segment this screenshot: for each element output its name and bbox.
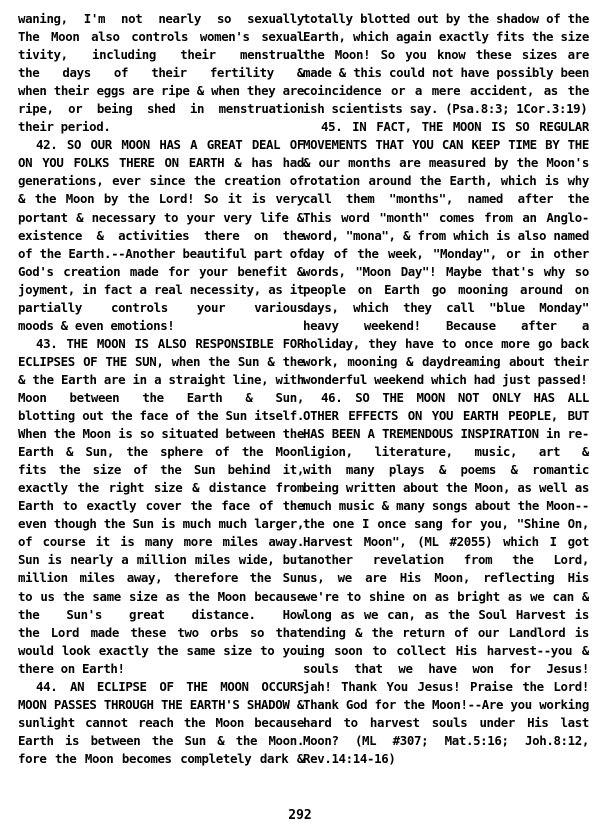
left-text-line: 42. SO OUR MOON HAS A GREAT DEAL OF — [36, 137, 304, 153]
right-text-line: the Moon! So you know these sizes are — [303, 47, 589, 63]
left-text-line: there on Earth! — [18, 660, 125, 676]
right-text-line: long as we can, as the Soul Harvest is — [303, 606, 589, 622]
right-text-line: hard to harvest souls under His last — [303, 714, 589, 730]
right-text-line: being written about the Moon, as well as — [303, 480, 589, 496]
left-text-line: moods & even emotions! — [18, 317, 175, 333]
left-text-line: portant & necessary to your very life & — [18, 209, 304, 225]
left-text-line: 44. AN ECLIPSE OF THE MOON OCCURS — [36, 678, 304, 694]
right-text-line: wonderful weekend which had just passed! — [303, 371, 588, 387]
right-text-line: Earth, which again exactly fits the size — [303, 29, 589, 45]
left-text-line: fits the size of the Sun behind it, — [18, 462, 304, 478]
left-text-line: Moon between the Earth & Sun, — [18, 389, 304, 405]
right-text-line: This word "month" comes from an Anglo- — [303, 209, 589, 225]
right-text-line: 45. IN FACT, THE MOON IS SO REGULAR — [321, 119, 589, 135]
right-text-line: day of the week, "Monday", or in other — [303, 245, 589, 261]
left-text-line: of course it is many more miles away. — [18, 534, 304, 550]
left-text-line: million miles away, therefore the Sun — [18, 570, 304, 586]
right-text-line: days, which they call "blue Monday" — [303, 299, 589, 315]
right-text-line: rotation around the Earth, which is why — [303, 173, 589, 189]
right-text-line: OTHER EFFECTS ON YOU EARTH PEOPLE, BUT — [303, 408, 589, 424]
left-text-line: Sun is nearly a million miles wide, but — [18, 552, 304, 568]
right-text-line: ligion, literature, music, art & — [303, 444, 589, 460]
right-text-line: ing soon to collect His harvest--you & — [303, 642, 589, 658]
right-text-line: HAS BEEN A TREMENDOUS INSPIRATION in re- — [303, 426, 589, 442]
right-text-line: us, we are His Moon, reflecting His — [303, 570, 589, 586]
right-text-line: the one I once sang for you, "Shine On, — [303, 516, 589, 532]
left-text-line: waning, I'm not nearly so sexually — [18, 11, 304, 26]
right-text-line: call them "months", named after the — [303, 191, 589, 207]
right-text-line: jah! Thank You Jesus! Praise the Lord! — [303, 678, 589, 694]
right-text-line: coincidence or a mere accident, as the — [303, 83, 589, 99]
left-text-line: generations, ever since the creation of — [18, 173, 304, 189]
left-text-line: even though the Sun is much much larger, — [18, 516, 304, 532]
left-text-line: blotting out the face of the Sun itself. — [18, 408, 304, 424]
left-text-line: God's creation made for your benefit & — [18, 263, 304, 279]
left-text-line: their period. — [18, 119, 111, 135]
left-text-line: ON YOU FOLKS THERE ON EARTH & has had — [18, 155, 304, 171]
right-text-line: souls that we have won for Jesus! — [303, 660, 589, 676]
right-text-line: Moon? (ML #307; Mat.5:16; Joh.8:12, — [303, 732, 589, 748]
right-text-line: holiday, they have to once more go back — [303, 335, 589, 351]
left-text-line: tivity, including their menstrual — [18, 47, 304, 63]
left-text-line: joyment, in fact a real necessity, as it — [18, 281, 304, 297]
left-text-line: of the Earth.--Another beautiful part of — [18, 245, 304, 261]
left-text-line: ripe, or being shed in menstruation — [18, 101, 304, 117]
right-text-line: work, mooning & daydreaming about their — [303, 353, 589, 369]
left-text-line: the Lord made these two orbs so that — [18, 624, 304, 640]
left-column — [18, 10, 304, 768]
right-text-line: & our months are measured by the Moon's — [303, 155, 589, 171]
right-text-line: word, "mona", & from which is also named — [303, 227, 589, 243]
page-number: 292 — [288, 808, 312, 823]
left-text-line: Earth to exactly cover the face of the — [18, 498, 304, 514]
left-text-line: Earth & Sun, the sphere of the Moon — [18, 444, 304, 460]
right-text-line: with many plays & poems & romantic — [303, 462, 589, 478]
left-text-line: the days of their fertility & — [18, 65, 304, 81]
right-text-line: ish scientists say. (Psa.8:3; 1Cor.3:19) — [303, 101, 588, 117]
left-text-line: Earth is between the Sun & the Moon. — [18, 732, 304, 748]
left-text-line: to us the same size as the Moon because — [18, 588, 304, 604]
right-column — [303, 10, 589, 768]
left-text-line: existence & activities there on the — [18, 227, 304, 243]
right-text-line: we're to shine on as bright as we can & — [303, 588, 589, 604]
left-text-line: The Moon also controls women's sexual — [18, 29, 304, 45]
right-text-line: Rev.14:14-16) — [303, 750, 396, 766]
right-text-line: heavy weekend! Because after a — [303, 317, 589, 333]
right-text-line: Thank God for the Moon!--Are you working — [303, 696, 589, 712]
right-text-line: much music & many songs about the Moon-- — [303, 498, 589, 514]
left-text-line: sunlight cannot reach the Moon because — [18, 714, 304, 730]
left-text-line: & the Earth are in a straight line, with — [18, 371, 304, 387]
left-text-line: would look exactly the same size to you — [18, 642, 304, 658]
left-text-line: & the Moon by the Lord! So it is very — [18, 191, 304, 207]
left-text-line: fore the Moon becomes completely dark & — [18, 750, 304, 766]
right-text-line: 46. SO THE MOON NOT ONLY HAS ALL — [321, 389, 589, 405]
right-text-line: MOVEMENTS THAT YOU CAN KEEP TIME BY THE — [303, 137, 589, 153]
right-text-line: Harvest Moon", (ML #2055) which I got — [303, 534, 589, 550]
left-text-line: 43. THE MOON IS ALSO RESPONSIBLE FOR — [36, 335, 304, 351]
left-text-line: partially controls your various — [18, 299, 304, 315]
right-text-line: totally blotted out by the shadow of the — [303, 11, 589, 26]
left-text-line: the Sun's great distance. How — [18, 606, 304, 622]
right-text-line: made & this could not have possibly been — [303, 65, 589, 81]
left-text-line: MOON PASSES THROUGH THE EARTH'S SHADOW & — [18, 696, 304, 712]
left-text-line: exactly the right size & distance from — [18, 480, 304, 496]
left-text-line: ECLIPSES OF THE SUN, when the Sun & the — [18, 353, 304, 369]
right-text-line: people on Earth go mooning around on — [303, 281, 589, 297]
right-text-line: words, "Moon Day"! Maybe that's why so — [303, 263, 589, 279]
right-text-line: another revelation from the Lord, — [303, 552, 589, 568]
left-text-line: when their eggs are ripe & when they are — [18, 83, 304, 99]
left-text-line: When the Moon is so situated between the — [18, 426, 304, 442]
right-text-line: ending & the return of our Landlord is — [303, 624, 589, 640]
